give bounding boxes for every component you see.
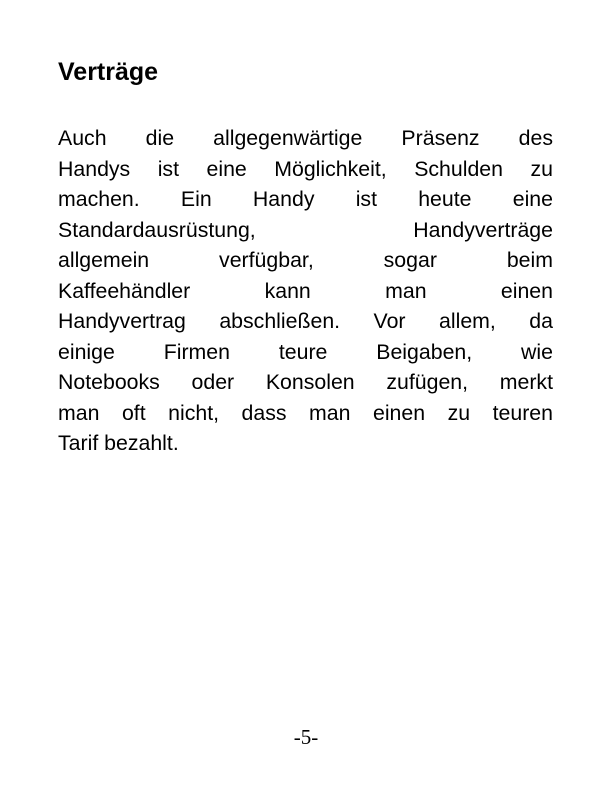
paragraph-line: Standardausrüstung, Handyverträge bbox=[58, 217, 553, 242]
paragraph-line: machen. Ein Handy ist heute eine bbox=[58, 187, 553, 211]
body-paragraph bbox=[58, 123, 553, 459]
paragraph-line: Handys ist eine Möglichkeit, Schulden zu bbox=[58, 156, 553, 181]
paragraph-line: einige Firmen teure Beigaben, wie bbox=[58, 339, 553, 364]
paragraph-line: man oft nicht, dass man einen zu teuren bbox=[58, 400, 553, 425]
paragraph-line: Notebooks oder Konsolen zufügen, merkt bbox=[58, 370, 553, 394]
paragraph-line: Tarif bezahlt. bbox=[58, 431, 179, 455]
paragraph-line: Handyvertrag abschließen. Vor allem, da bbox=[58, 309, 553, 333]
page-number: -5- bbox=[293, 725, 319, 749]
paragraph-line: allgemein verfügbar, sogar beim bbox=[58, 248, 553, 272]
section-heading: Verträge bbox=[58, 58, 159, 86]
paragraph-line: Kaffeehändler kann man einen bbox=[58, 278, 553, 303]
paragraph-line: Auch die allgegenwärtige Präsenz des bbox=[58, 126, 553, 150]
